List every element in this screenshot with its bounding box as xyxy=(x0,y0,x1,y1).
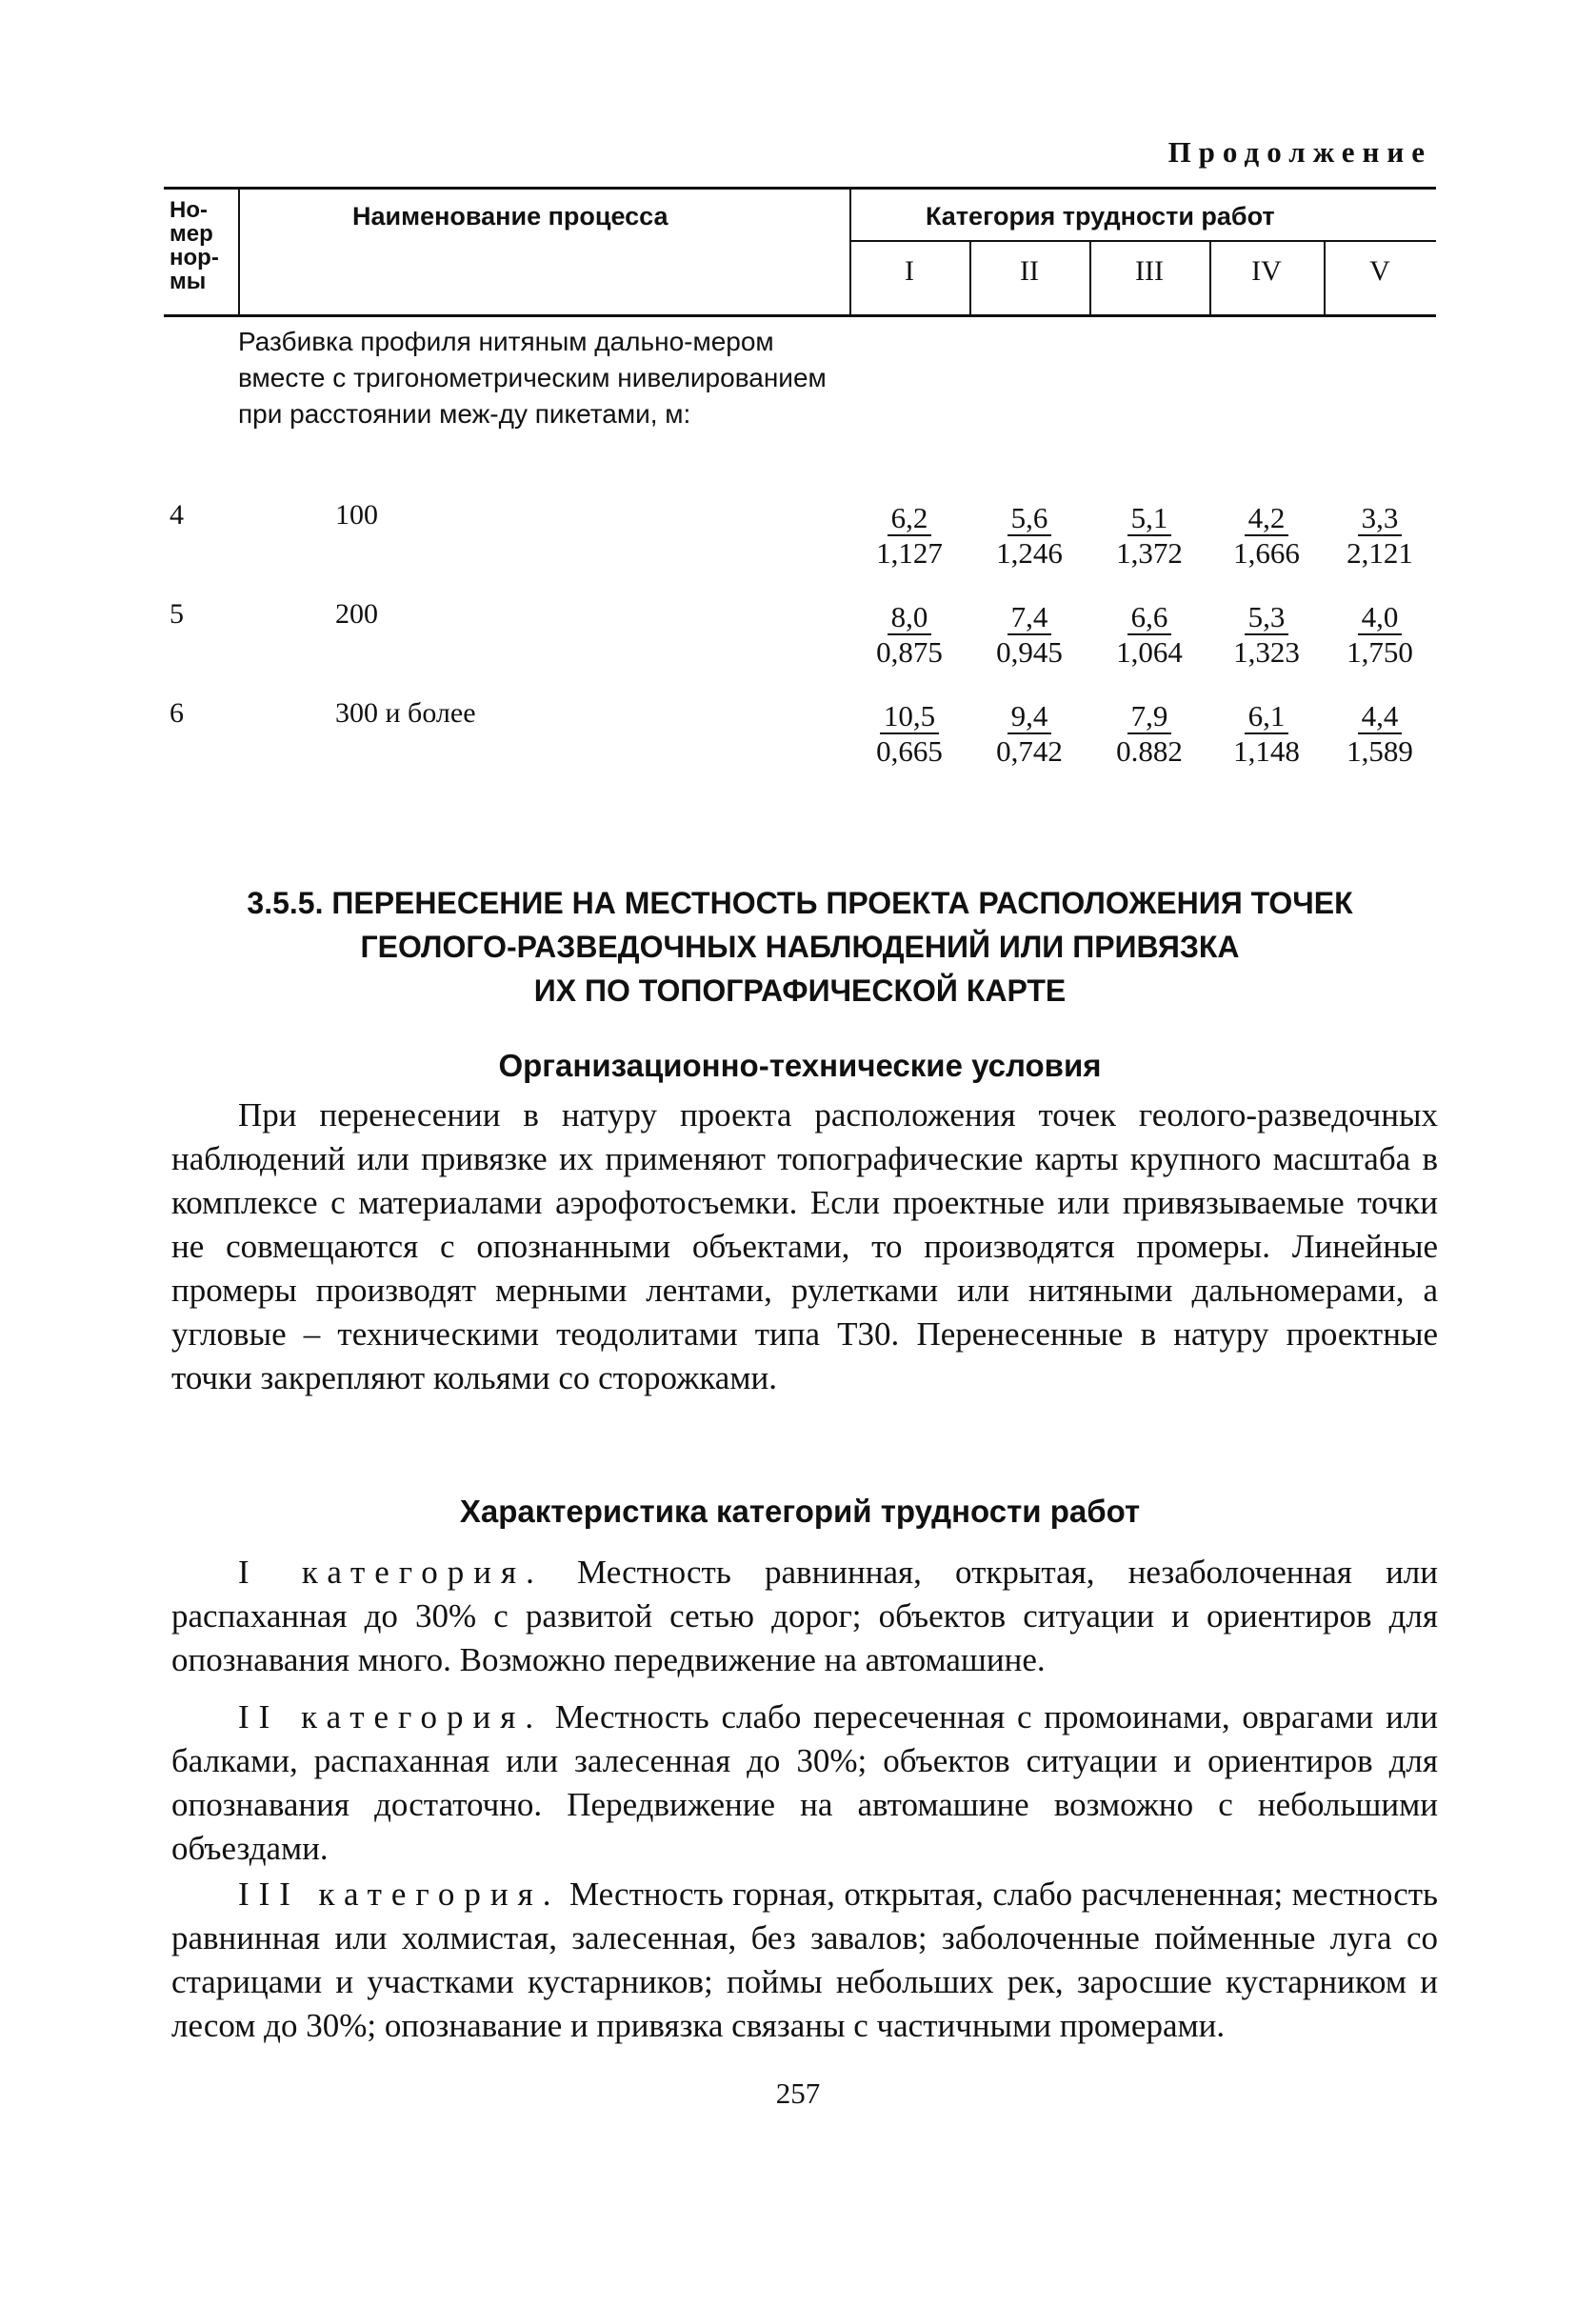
row-name: 100 xyxy=(335,499,378,531)
category-1-paragraph: I категория. Местность равнинная, открытая, незаболоченная или распаханная до 30% с развитой сетью дорог; объектов ситуации и ориентиров для опознавания много. Возможно передвижение на автомашине. xyxy=(171,1554,1439,1678)
header-process-name: Наименование процесса xyxy=(352,202,668,231)
value-cell: $\frac{5,6}{1,246}$ xyxy=(996,501,1063,570)
row-number: 5 xyxy=(170,598,184,630)
header-category-5: V xyxy=(1369,255,1390,287)
page-number: 257 xyxy=(775,2076,821,2110)
column-divider xyxy=(1089,242,1091,314)
header-category-group: Категория трудности работ xyxy=(926,202,1275,231)
table-header-bottom-rule xyxy=(164,314,1436,317)
value-cell: $\frac{8,0}{0,875}$ xyxy=(876,600,943,669)
category-3-label: III категория. xyxy=(238,1876,561,1913)
column-divider xyxy=(969,242,971,314)
column-divider xyxy=(238,189,240,314)
header-number: Но- мер нор- мы xyxy=(170,197,219,294)
table-top-rule xyxy=(164,187,1436,190)
header-category-1: I xyxy=(905,255,914,287)
column-divider xyxy=(849,189,851,314)
section-title: 3.5.5. ПЕРЕНЕСЕНИЕ НА МЕСТНОСТЬ ПРОЕКТА РАСПОЛОЖЕНИЯ ТОЧЕК ГЕОЛОГО-РАЗВЕДОЧНЫХ НАБЛЮДЕНИЙ ИЛИ ПРИВЯЗКА ИХ ПО ТОПОГРАФИЧЕСКОЙ КАРТЕ xyxy=(247,886,1353,1008)
category-1-label: I категория. xyxy=(238,1554,544,1591)
header-category-4: IV xyxy=(1251,255,1282,287)
value-cell: $\frac{5,1}{1,372}$ xyxy=(1116,501,1183,570)
category-2-label: II категория. xyxy=(238,1698,544,1735)
category-2-paragraph: II категория. Местность слабо пересеченная с промоинами, оврагами или балками, распаханная или залесенная до 30%; объектов ситуации и ориентиров для опознавания достаточно. Передвижение на автомашине возможно с небольшими объездами. xyxy=(171,1698,1438,1867)
value-cell: $\frac{6,1}{1,148}$ xyxy=(1233,699,1300,768)
value-cell: $\frac{6,2}{1,127}$ xyxy=(876,501,943,570)
value-cell: $\frac{7,4}{0,945}$ xyxy=(996,600,1063,669)
category-3-paragraph: III категория. Местность горная, открытая, слабо расчлененная; местность равнинная или холмистая, залесенная, без завалов; заболоченные пойменные луга со старицами и участками кустарников; поймы небольших рек, заросшие кустарником и лесом до 30%; опознавание и привязка связаны с частичными промерами. xyxy=(171,1876,1438,2044)
table-intro-text: Разбивка профиля нитяным дально-мером вместе с тригонометрическим нивелированием при расстоянии меж-ду пикетами, м: xyxy=(238,327,827,429)
value-cell: $\frac{7,9}{0.882}$ xyxy=(1116,699,1183,768)
column-divider xyxy=(1324,242,1326,314)
value-cell: $\frac{9,4}{0,742}$ xyxy=(996,699,1063,768)
value-cell: $\frac{6,6}{1,064}$ xyxy=(1116,600,1183,669)
value-cell: $\frac{4,0}{1,750}$ xyxy=(1347,600,1413,669)
value-cell: $\frac{4,2}{1,666}$ xyxy=(1233,501,1300,570)
row-name: 300 и более xyxy=(335,697,476,729)
value-cell: $\frac{4,4}{1,589}$ xyxy=(1347,699,1413,768)
category-characteristics-heading: Характеристика категорий трудности работ xyxy=(459,1494,1141,1529)
value-cell: $\frac{3,3}{2,121}$ xyxy=(1347,501,1413,570)
row-number: 4 xyxy=(170,499,184,531)
row-number: 6 xyxy=(170,697,184,729)
continuation-label: Продолжение xyxy=(1167,135,1432,169)
category-subrule xyxy=(849,240,1436,242)
column-divider xyxy=(1209,242,1211,314)
value-cell: $\frac{5,3}{1,323}$ xyxy=(1233,600,1300,669)
org-conditions-paragraph: При перенесении в натуру проекта расположения точек геолого-разведочных наблюдений или привязке их применяют топографические карты крупного масштаба в комплексе с материалами аэрофотосъемки. Если проектные или привязываемые точки не совмещаются с опознанными объектами, то производятся промеры. Линейные промеры производят мерными лентами, рулетками или нитяными дальномерами, а угловые – техническими теодолитами типа Т30. Перенесенные в натуру проектные точки закрепляют кольями со сторожками. xyxy=(171,1096,1438,1396)
header-category-2: II xyxy=(1020,255,1039,287)
org-conditions-heading: Организационно-технические условия xyxy=(498,1048,1102,1083)
header-category-3: III xyxy=(1135,255,1164,287)
row-name: 200 xyxy=(335,598,378,630)
value-cell: $\frac{10,5}{0,665}$ xyxy=(876,699,943,768)
